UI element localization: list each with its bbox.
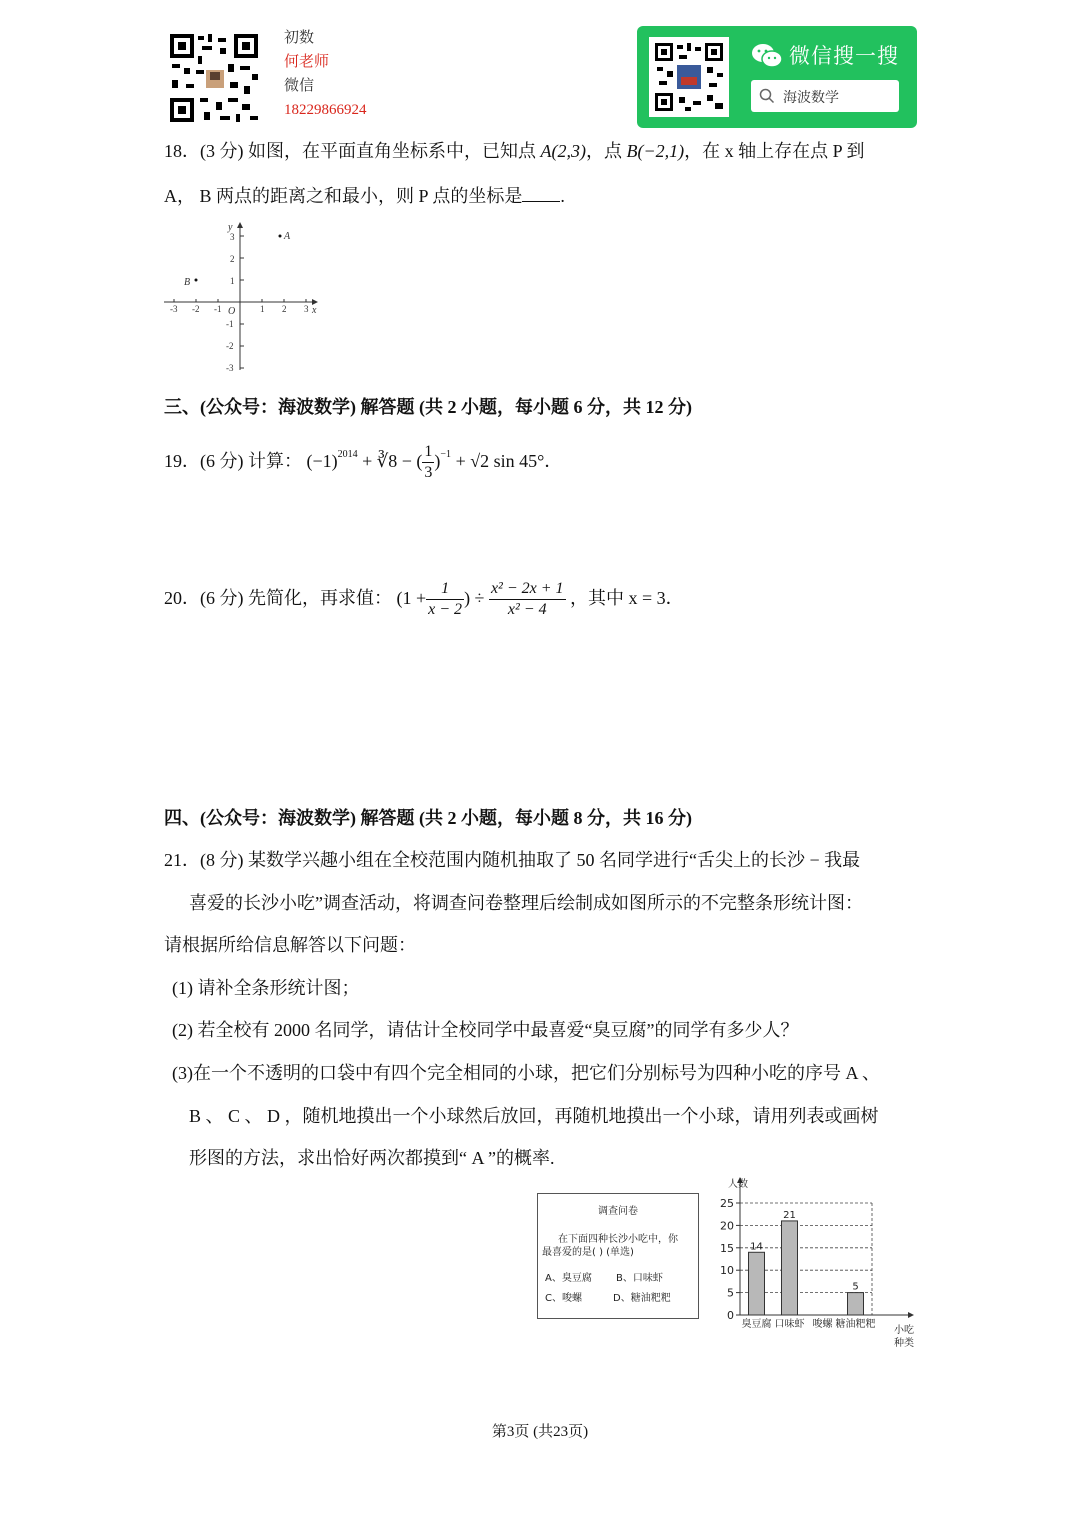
q21-line3: 请根据所给信息解答以下问题： [164, 935, 416, 955]
q19-part3: ) [434, 451, 441, 471]
x-tick-label: -3 [170, 304, 178, 314]
y-axis-label: 人数 [728, 1179, 748, 1190]
point-a [279, 235, 282, 238]
q18-point-a: A(2,3) [540, 141, 586, 161]
y-tick-label: 3 [230, 232, 235, 242]
y-tick-label: -1 [226, 319, 234, 329]
q19-part4: + √2 sin 45°． [455, 451, 563, 471]
q20-fraction-2 [489, 579, 566, 620]
q18-text-a: 18．(3 分) 如图，在平面直角坐标系中，已知点 [164, 141, 541, 161]
q21-sub3c: 形图的方法，求出恰好两次都摸到“ A ”的概率. [189, 1148, 555, 1168]
q20-f1-den: x − 2 [428, 601, 463, 619]
q20-suffix: ，其中 x = 3． [570, 588, 684, 608]
wechat-logo-icon [751, 42, 783, 70]
wechat-search-banner [637, 26, 917, 128]
q19-exp2: −1 [440, 449, 452, 460]
q19-part1: (−1) [306, 451, 338, 471]
q18-line1 [164, 139, 864, 163]
y-tick-label: 0 [727, 1309, 734, 1322]
q19-frac-num: 1 [422, 442, 434, 463]
contact-line-wechat: 微信 [284, 78, 315, 94]
survey-question-line1: 在下面四种长沙小吃中，你 [558, 1234, 678, 1245]
x-axis-label: 小吃 [894, 1325, 914, 1336]
x-axis-label: 种类 [894, 1338, 914, 1349]
qr-code-left [168, 32, 260, 124]
bar-value-label: 5 [852, 1281, 859, 1293]
qr-code-icon [168, 32, 260, 124]
bar [782, 1221, 798, 1315]
q21-sub3b: B 、 C 、 D ，随机地摸出一个小球然后放回，再随机地摸出一个小球，请用列表或画树 [189, 1106, 879, 1126]
x-category-label: 臭豆腐 [741, 1319, 772, 1330]
y-tick-label: 2 [230, 254, 235, 264]
q19-part2: + ∛8 − ( [362, 451, 423, 471]
q18-line2 [164, 184, 565, 208]
contact-info [284, 26, 367, 122]
x-tick-label: -1 [214, 304, 222, 314]
wechat-qr-code [649, 37, 729, 117]
q20-prefix: 20．(6 分) 先简化，再求值： [164, 588, 392, 608]
q21-sub2: (2) 若全校有 2000 名同学，请估计全校同学中最喜爱“臭豆腐”的同学有多少人？ [172, 1020, 799, 1040]
survey-option-c: C、唆螺 [545, 1293, 582, 1304]
q21-sub3a: (3)在一个不透明的口袋中有四个完全相同的小球，把它们分别标号为四种小吃的序号 A 、 [172, 1063, 880, 1083]
survey-option-a: A、臭豆腐 [545, 1273, 592, 1284]
contact-line-subject: 初数 [284, 30, 315, 46]
q19-line [164, 434, 562, 483]
search-icon [759, 88, 775, 104]
x-tick-label: 1 [260, 304, 265, 314]
q19-frac-den: 3 [424, 464, 433, 482]
q19-prefix: 19．(6 分) 计算： [164, 451, 302, 471]
survey-option-b: B、口味虾 [616, 1273, 663, 1284]
survey-question-line2: 最喜爱的是( ) (单选) [542, 1247, 634, 1258]
survey-option-d: D、糖油粑粑 [613, 1293, 671, 1304]
origin-label: O [228, 306, 236, 317]
q19-exp1: 2014 [337, 449, 358, 460]
q19-fraction [422, 442, 434, 483]
q18-text-line2: A， B 两点的距离之和最小，则 P 点的坐标是 [164, 186, 523, 206]
section-3-title: 三、(公众号：海波数学) 解答题 (共 2 小题，每小题 6 分，共 12 分) [164, 397, 692, 417]
q20-f1-num: 1 [426, 579, 464, 600]
point-b [195, 279, 198, 282]
q21-line1: 21．(8 分) 某数学兴趣小组在全校范围内随机抽取了 50 名同学进行“舌尖上的长沙 − 我最 [164, 850, 861, 870]
x-tick-label: 2 [282, 304, 287, 314]
survey-title: 调查问卷 [598, 1206, 638, 1217]
point-b-label: B [184, 277, 191, 288]
x-axis-arrow-icon [908, 1312, 914, 1318]
q20-f2-den: x² − 4 [507, 601, 547, 619]
y-tick-label: 1 [230, 276, 235, 286]
bar-value-label: 21 [783, 1209, 796, 1221]
q21-sub1: (1) 请补全条形统计图； [172, 978, 360, 998]
survey-card [537, 1193, 699, 1319]
y-tick-label: 5 [727, 1286, 734, 1300]
contact-line-phone: 18229866924 [284, 102, 367, 118]
q20-fraction-1 [426, 579, 464, 620]
q18-point-b: B(−2,1) [626, 141, 685, 161]
coordinate-plot [158, 220, 328, 380]
y-tick-label: -2 [226, 341, 234, 351]
x-category-label: 口味虾 [774, 1319, 805, 1330]
contact-line-teacher: 何老师 [284, 54, 330, 70]
qr-code-icon [649, 37, 729, 117]
y-tick-label: 25 [720, 1197, 734, 1210]
y-tick-label: 15 [720, 1241, 734, 1255]
x-tick-label: -2 [192, 304, 200, 314]
q18-text-c: ，在 x 轴上存在点 P 到 [684, 141, 865, 161]
answer-blank [522, 187, 560, 202]
y-tick-label: 10 [720, 1264, 734, 1278]
x-category-label: 糖油粑粑 [835, 1319, 876, 1330]
y-axis-label: y [228, 222, 233, 233]
q20-f2-num: x² − 2x + 1 [489, 579, 566, 600]
bar [749, 1252, 765, 1315]
y-tick-label: 20 [720, 1219, 734, 1233]
point-a-label: A [284, 231, 291, 242]
x-category-label: 唆螺 [812, 1319, 833, 1330]
x-axis-label: x [312, 305, 317, 316]
wechat-title: 微信搜一搜 [789, 44, 899, 68]
q20-line [164, 576, 684, 620]
q20-open: (1 + [396, 588, 427, 608]
bar-value-label: 14 [750, 1241, 763, 1253]
wechat-search-value: 海波数学 [783, 90, 839, 106]
wechat-search-input[interactable] [751, 80, 899, 112]
q21-line2: 喜爱的长沙小吃”调查活动，将调查问卷整理后绘制成如图所示的不完整条形统计图： [189, 893, 863, 913]
y-axis-arrow-icon [237, 222, 243, 228]
section-4-title: 四、(公众号：海波数学) 解答题 (共 2 小题，每小题 8 分，共 16 分) [164, 808, 692, 828]
y-tick-label: -3 [226, 363, 234, 373]
bar [848, 1293, 864, 1315]
q20-mid: ) ÷ [464, 588, 485, 608]
x-tick-label: 3 [304, 304, 309, 314]
bar-chart [708, 1175, 928, 1350]
q18-text-b: ，点 [585, 141, 627, 161]
q18-line2-end: . [560, 186, 565, 206]
page-footer: 第3页 (共23页) [491, 1424, 589, 1440]
